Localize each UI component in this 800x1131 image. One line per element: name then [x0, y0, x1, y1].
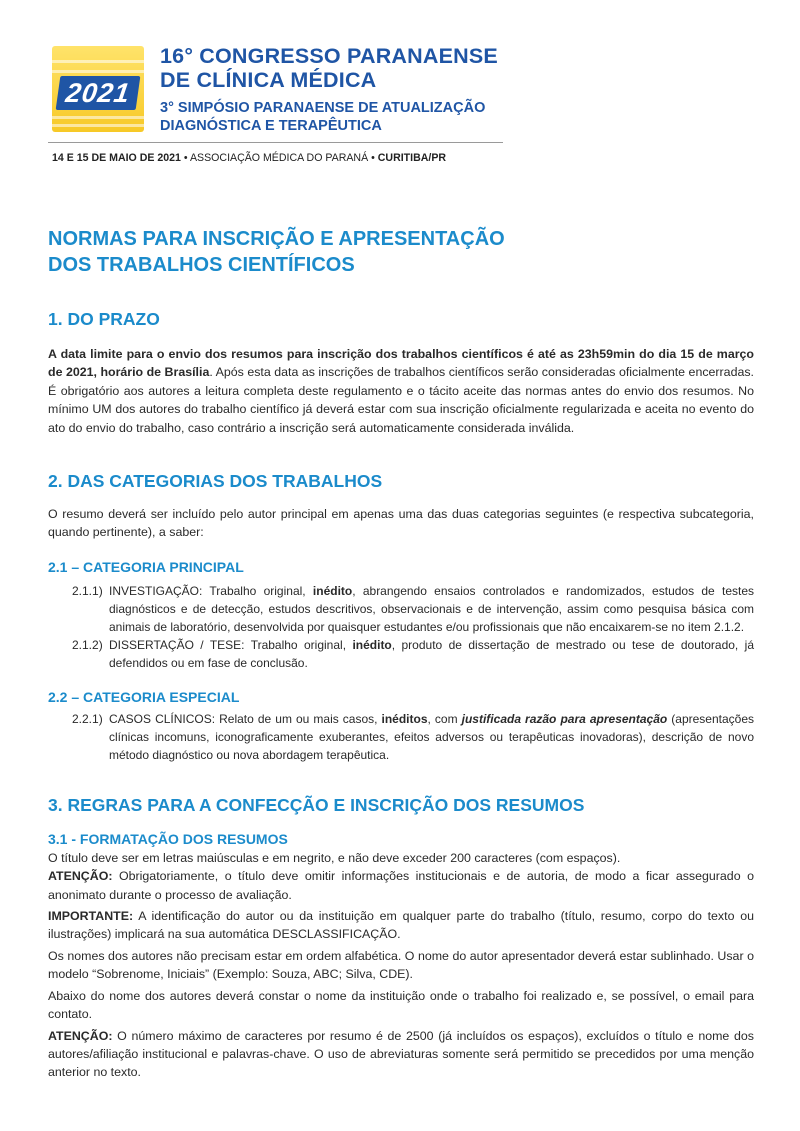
category-especial-heading: 2.2 – CATEGORIA ESPECIAL [48, 688, 240, 705]
section-1-heading: 1. DO PRAZO [48, 309, 160, 329]
category-principal-heading: 2.1 – CATEGORIA PRINCIPAL [48, 558, 244, 575]
event-header [48, 44, 508, 144]
list-item: 2.1.2) DISSERTAÇÃO / TESE: Trabalho original, inédito, produto de dissertação de mestrado ou tese de doutorado, já defendidos ou em fase de conclusão. [72, 637, 754, 670]
paragraph: ATENÇÃO: Obrigatoriamente, o título deve omitir informações institucionais e de autoria, de modo a ficar assegurado o anonimato durante o processo de avaliação. [48, 869, 754, 902]
section-2-heading: 2. DAS CATEGORIAS DOS TRABALHOS [48, 471, 383, 492]
document-title: NORMAS PARA INSCRIÇÃO E APRESENTAÇÃO DOS TRABALHOS CIENTÍFICOS [48, 228, 505, 276]
paragraph: ATENÇÃO: O número máximo de caracteres por resumo é de 2500 (já incluídos os espaços), excluídos o título e nome dos autores/afiliação institucional e palavras-chave. O uso de abreviaturas somente será permitido se precedidos por uma menção anterior no texto. [48, 1028, 754, 1080]
paragraph: O título deve ser em letras maiúsculas e em negrito, e não deve exceder 200 caracteres (com espaços). [48, 850, 621, 865]
formatting-heading: 3.1 - FORMATAÇÃO DOS RESUMOS [48, 830, 288, 847]
event-title: 16° CONGRESSO PARANAENSE DE CLÍNICA MÉDICA [160, 44, 498, 92]
paragraph: Abaixo do nome dos autores deverá constar o nome da instituição onde o trabalho foi realizado e, se possível, o email para contato. [48, 988, 754, 1022]
document-body [48, 226, 754, 1082]
event-dateline: 14 E 15 DE MAIO DE 2021 • ASSOCIAÇÃO MÉDICA DO PARANÁ • CURITIBA/PR [52, 152, 447, 164]
section-2-intro: O resumo deverá ser incluído pelo autor principal em apenas uma das duas categorias seguintes (e respectiva subcategoria, quando pertinente), a saber: [48, 507, 754, 540]
logo-year: 2021 [56, 76, 141, 110]
list-item: 2.1.1) INVESTIGAÇÃO: Trabalho original, inédito, abrangendo ensaios controlados e randomizados, estudos de testes diagnósticos e de detecção, estudos descritivos, observacionais e de intervenção, assim como pesquisa básica com animais de laboratório, desenvolvida por quaisquer estudantes e/ou profissionais que não encaixarem-se no item 2.1.2. [72, 583, 754, 634]
paragraph: Os nomes dos autores não precisam estar em ordem alfabética. O nome do autor apresentador deverá estar sublinhado. Usar o modelo “Sobrenome, Iniciais” (Exemplo: Souza, ABC; Silva, CDE). [48, 948, 754, 982]
event-venue: ASSOCIAÇÃO MÉDICA DO PARANÁ [189, 152, 369, 164]
header-divider [48, 142, 503, 143]
event-logo [52, 46, 144, 132]
event-subtitle: 3° SIMPÓSIO PARANAENSE DE ATUALIZAÇÃO DIAGNÓSTICA E TERAPÊUTICA [160, 100, 486, 134]
event-date: 14 E 15 DE MAIO DE 2021 [52, 152, 181, 164]
list-item: 2.2.1) CASOS CLÍNICOS: Relato de um ou mais casos, inéditos, com justificada razão para apresentação (apresentações clínicas incomuns, iconograficamente exuberantes, efeitos adversos ou terapêuticas inovadoras), descrição de novo método diagnóstico ou nova abordagem terapêutica. [72, 711, 754, 762]
section-3-heading: 3. REGRAS PARA A CONFECÇÃO E INSCRIÇÃO DOS RESUMOS [48, 794, 585, 815]
section-1-paragraph: A data limite para o envio dos resumos para inscrição dos trabalhos científicos é até as 23h59min do dia 15 de março de 2021, horário de Brasília. Após esta data as inscrições de trabalhos científicos serão consideradas oficialmente encerradas. É obrigatório aos autores a leitura completa deste regulamento e o tácito aceite das normas antes do envio dos resumos. No mínimo UM dos autores do trabalho científico já deverá estar com sua inscrição oficialmente regularizada e aceita no evento do ato do envio do trabalho, caso contrário a inscrição será automaticamente considerada inválida. [48, 347, 754, 435]
event-city: CURITIBA/PR [377, 152, 447, 164]
paragraph: IMPORTANTE: A identificação do autor ou da instituição em qualquer parte do trabalho (título, resumo, corpo do texto ou ilustrações) implicará na sua automática DESCLASSIFICAÇÃO. [48, 909, 754, 942]
